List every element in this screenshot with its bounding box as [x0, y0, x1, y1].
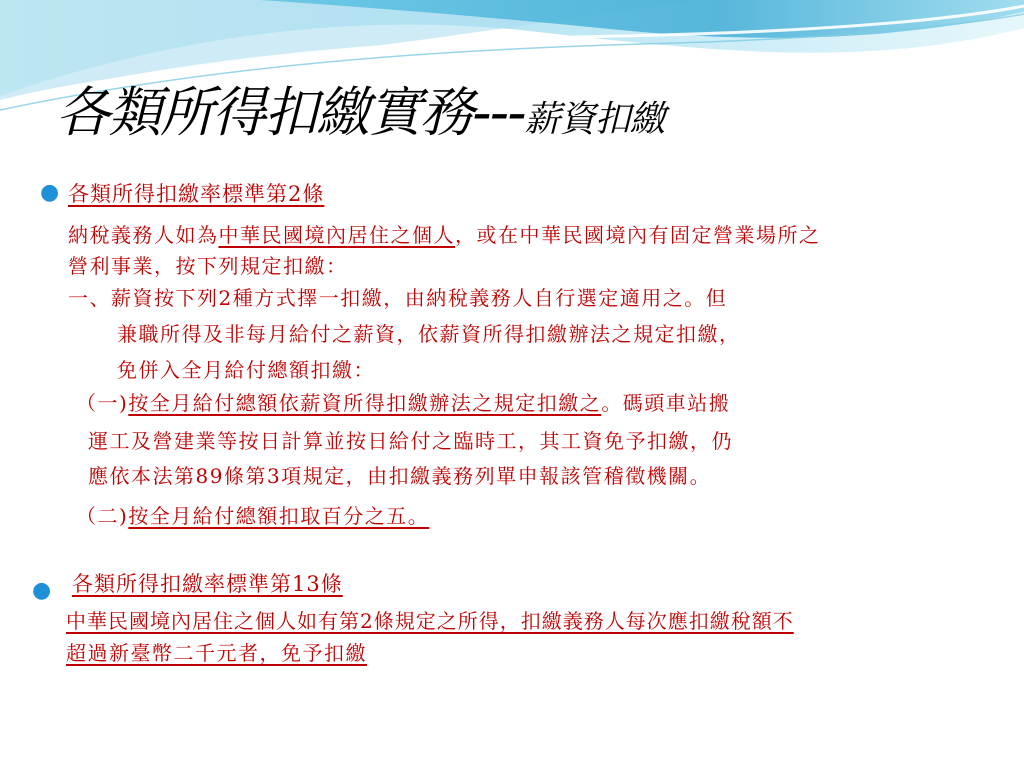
p1-pre: 納稅義務人如為 [68, 223, 219, 247]
title-sub: 薪資扣繳 [524, 99, 665, 140]
item2-prefix: （二) [76, 504, 129, 528]
section2-heading: 各類所得扣繳率標準第13條 [72, 572, 343, 596]
section1-item1 [76, 390, 730, 416]
item1-prefix: （一) [76, 391, 129, 415]
section1-para-line5: 免併入全月給付總額扣繳： [117, 358, 375, 382]
section1-heading: 各類所得扣繳率標準第2條 [68, 182, 325, 206]
section2-para-line2: 超過新臺幣二千元者，免予扣繳 [66, 641, 367, 665]
section1-item2 [76, 503, 429, 529]
item1-post: 。碼頭車站搬 [601, 391, 731, 415]
title-main: 各類所得扣繳實務--- [56, 81, 525, 144]
section1-item1-line2: 運工及營建業等按日計算並按日給付之臨時工，其工資免予扣繳，仍 [88, 429, 733, 453]
section1-para-line3: 一、薪資按下列2種方式擇一扣繳，由納稅義務人自行選定適用之。但 [68, 286, 728, 310]
p1-post: ，或在中華民國境內有固定營業場所之 [455, 223, 821, 247]
item2-underlined: 按全月給付總額扣取百分之五。 [128, 504, 430, 528]
section1-para-line1 [68, 222, 821, 248]
bullet-dot-icon: ● [32, 578, 52, 603]
section2-para-line1: 中華民國境內居住之個人如有第2條規定之所得，扣繳義務人每次應扣繳稅額不 [66, 609, 794, 633]
p1-underlined: 中華民國境內居住之個人 [218, 223, 455, 247]
section1-para-line4: 兼職所得及非每月給付之薪資，依薪資所得扣繳辦法之規定扣繳， [117, 322, 741, 346]
section1-item1-line3: 應依本法第89條第3項規定，由扣繳義務列單申報該管稽徵機關。 [88, 464, 712, 488]
item1-underlined: 按全月給付總額依薪資所得扣繳辦法之規定扣繳之 [128, 391, 602, 415]
bullet-dot-icon: ● [40, 180, 60, 205]
section1-para-line2: 營利事業，按下列規定扣繳： [68, 254, 348, 278]
